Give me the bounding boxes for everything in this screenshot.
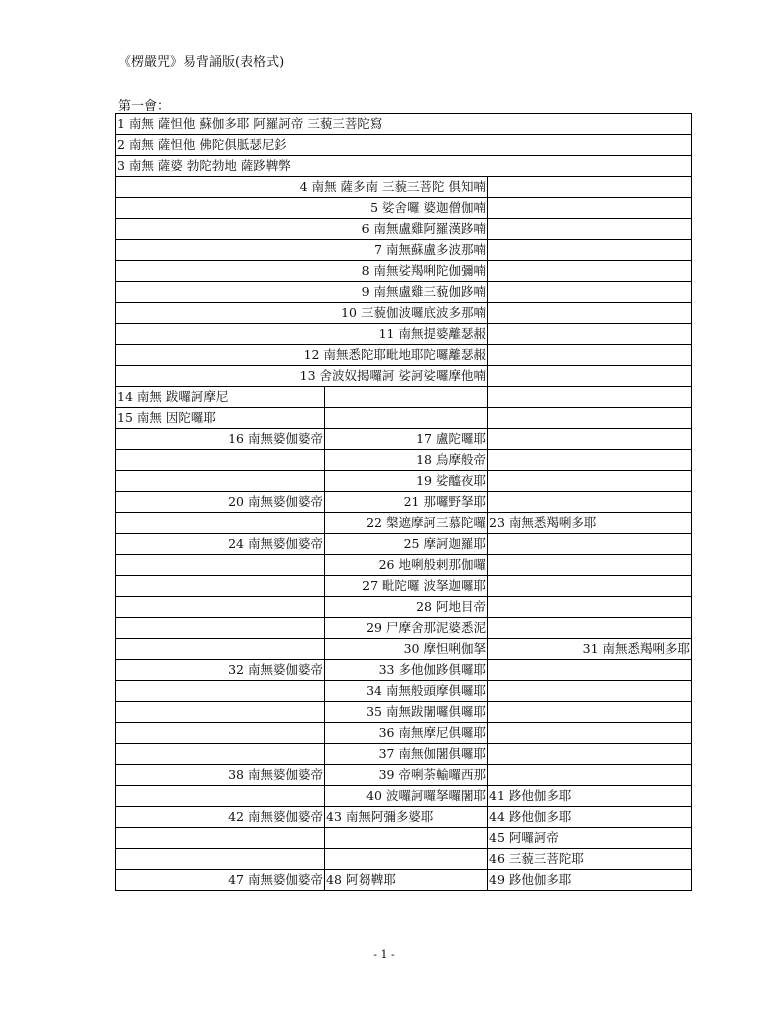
table-row xyxy=(116,471,692,492)
table-cell-col2: 48 阿芻鞞耶 xyxy=(325,870,488,891)
table-cell-col3: 49 跢他伽多耶 xyxy=(488,870,692,891)
table-cell-col2: 27 毗陀囉 波拏迦囉耶 xyxy=(325,576,488,597)
table-cell-col1 xyxy=(116,450,325,471)
table-row xyxy=(116,408,692,429)
table-cell-merged: 10 三藐伽波囉底波多那喃 xyxy=(116,303,488,324)
section-title: 第一會： xyxy=(118,99,171,114)
table-row xyxy=(116,324,692,345)
table-row xyxy=(116,555,692,576)
table-cell-col3: 31 南無悉羯唎多耶 xyxy=(488,639,692,660)
table-cell-col3 xyxy=(488,660,692,681)
table-cell-col3 xyxy=(488,282,692,303)
table-cell-col2 xyxy=(325,387,488,408)
table-cell-col3 xyxy=(488,366,692,387)
table-row xyxy=(116,135,692,156)
table-row xyxy=(116,345,692,366)
table-cell-col3 xyxy=(488,450,692,471)
table-cell-col2: 39 帝唎荼輸囉西那 xyxy=(325,765,488,786)
table-cell-col1 xyxy=(116,681,325,702)
table-cell-col1 xyxy=(116,513,325,534)
table-row xyxy=(116,366,692,387)
table-cell-col1 xyxy=(116,828,325,849)
table-cell-col3 xyxy=(488,555,692,576)
table-cell-col3: 23 南無悉羯唎多耶 xyxy=(488,513,692,534)
table-cell-col3 xyxy=(488,576,692,597)
table-row xyxy=(116,723,692,744)
table-cell-col3 xyxy=(488,240,692,261)
table-row xyxy=(116,513,692,534)
table-row xyxy=(116,786,692,807)
table-cell-col3 xyxy=(488,345,692,366)
table-row xyxy=(116,660,692,681)
table-cell-col1: 20 南無婆伽婆帝 xyxy=(116,492,325,513)
table-cell-col1: 15 南無 因陀囉耶 xyxy=(116,408,325,429)
table-cell-col3 xyxy=(488,534,692,555)
table-cell-full: 1 南無 薩怛他 蘇伽多耶 阿羅訶帝 三藐三菩陀寫 xyxy=(116,114,692,135)
chant-table xyxy=(115,113,692,891)
table-cell-col1: 24 南無婆伽婆帝 xyxy=(116,534,325,555)
table-cell-merged: 9 南無盧雞三藐伽跢喃 xyxy=(116,282,488,303)
table-row xyxy=(116,597,692,618)
table-cell-col3 xyxy=(488,261,692,282)
table-cell-col1 xyxy=(116,618,325,639)
table-cell-col2: 19 娑醯夜耶 xyxy=(325,471,488,492)
table-row xyxy=(116,870,692,891)
table-cell-col2: 18 烏摩般帝 xyxy=(325,450,488,471)
table-cell-col2: 25 摩訶迦羅耶 xyxy=(325,534,488,555)
table-cell-col3 xyxy=(488,177,692,198)
table-cell-merged: 5 娑舍囉 婆迦僧伽喃 xyxy=(116,198,488,219)
table-row xyxy=(116,828,692,849)
table-row xyxy=(116,156,692,177)
table-cell-col1: 38 南無婆伽婆帝 xyxy=(116,765,325,786)
table-row xyxy=(116,261,692,282)
table-cell-col1: 32 南無婆伽婆帝 xyxy=(116,660,325,681)
table-cell-col1 xyxy=(116,744,325,765)
table-cell-merged: 7 南無蘇盧多波那喃 xyxy=(116,240,488,261)
table-cell-col2: 17 盧陀囉耶 xyxy=(325,429,488,450)
table-cell-col3 xyxy=(488,744,692,765)
table-row xyxy=(116,744,692,765)
table-cell-col3 xyxy=(488,219,692,240)
table-row xyxy=(116,618,692,639)
table-cell-col2 xyxy=(325,849,488,870)
table-cell-col3 xyxy=(488,492,692,513)
table-cell-col3 xyxy=(488,198,692,219)
table-cell-col3: 45 阿囉訶帝 xyxy=(488,828,692,849)
table-cell-col2: 33 多他伽跢俱囉耶 xyxy=(325,660,488,681)
table-cell-col1 xyxy=(116,702,325,723)
table-cell-col2 xyxy=(325,408,488,429)
table-cell-col1 xyxy=(116,576,325,597)
table-cell-col3 xyxy=(488,765,692,786)
table-cell-col2: 28 阿地目帝 xyxy=(325,597,488,618)
table-cell-merged: 13 舍波奴揭囉訶 娑訶娑囉摩他喃 xyxy=(116,366,488,387)
page-number: - 1 - xyxy=(373,948,395,961)
table-cell-col1 xyxy=(116,786,325,807)
table-row xyxy=(116,576,692,597)
table-cell-col2: 35 南無跋闍囉俱囉耶 xyxy=(325,702,488,723)
table-cell-col3: 44 跢他伽多耶 xyxy=(488,807,692,828)
table-row xyxy=(116,450,692,471)
table-row xyxy=(116,702,692,723)
table-cell-col3 xyxy=(488,471,692,492)
document-title: 《楞嚴咒》易背誦版(表格式) xyxy=(118,55,285,70)
table-row xyxy=(116,219,692,240)
table-row xyxy=(116,807,692,828)
table-row xyxy=(116,282,692,303)
table-cell-col3 xyxy=(488,408,692,429)
table-cell-full: 2 南無 薩怛他 佛陀俱胝瑟尼釤 xyxy=(116,135,692,156)
table-row xyxy=(116,240,692,261)
table-row xyxy=(116,849,692,870)
table-cell-col2 xyxy=(325,828,488,849)
table-cell-col1: 42 南無婆伽婆帝 xyxy=(116,807,325,828)
table-cell-merged: 6 南無盧雞阿羅漢跢喃 xyxy=(116,219,488,240)
table-cell-col1 xyxy=(116,597,325,618)
table-cell-full: 3 南無 薩婆 勃陀勃地 薩跢鞞弊 xyxy=(116,156,692,177)
table-row xyxy=(116,429,692,450)
table-cell-col2: 30 摩怛唎伽拏 xyxy=(325,639,488,660)
chant-table-body xyxy=(116,114,692,891)
table-cell-col3 xyxy=(488,324,692,345)
table-cell-col1: 16 南無婆伽婆帝 xyxy=(116,429,325,450)
table-cell-col3 xyxy=(488,681,692,702)
table-cell-col2: 36 南無摩尼俱囉耶 xyxy=(325,723,488,744)
table-row xyxy=(116,492,692,513)
table-cell-col3 xyxy=(488,303,692,324)
table-cell-merged: 11 南無提婆離瑟赧 xyxy=(116,324,488,345)
table-cell-col1 xyxy=(116,555,325,576)
table-row xyxy=(116,114,692,135)
table-cell-col1 xyxy=(116,723,325,744)
table-cell-col2: 37 南無伽闍俱囉耶 xyxy=(325,744,488,765)
table-cell-col2: 34 南無般頭摩俱囉耶 xyxy=(325,681,488,702)
table-cell-col1 xyxy=(116,639,325,660)
table-row xyxy=(116,387,692,408)
table-row xyxy=(116,303,692,324)
table-row xyxy=(116,198,692,219)
table-cell-merged: 12 南無悉陀耶毗地耶陀囉離瑟赧 xyxy=(116,345,488,366)
table-row xyxy=(116,765,692,786)
table-cell-col2: 29 尸摩舍那泥婆悉泥 xyxy=(325,618,488,639)
table-cell-col3 xyxy=(488,723,692,744)
table-cell-col1: 47 南無婆伽婆帝 xyxy=(116,870,325,891)
table-cell-col2: 22 槃遮摩訶三慕陀囉 xyxy=(325,513,488,534)
table-cell-col3: 41 跢他伽多耶 xyxy=(488,786,692,807)
table-cell-col2: 43 南無阿彌多婆耶 xyxy=(325,807,488,828)
table-row xyxy=(116,534,692,555)
table-cell-col3 xyxy=(488,702,692,723)
table-row xyxy=(116,177,692,198)
table-cell-col1 xyxy=(116,849,325,870)
table-cell-col3 xyxy=(488,429,692,450)
table-cell-merged: 4 南無 薩多南 三藐三菩陀 俱知喃 xyxy=(116,177,488,198)
table-cell-col3: 46 三藐三菩陀耶 xyxy=(488,849,692,870)
table-cell-col3 xyxy=(488,387,692,408)
table-cell-col2: 26 地唎般剌那伽囉 xyxy=(325,555,488,576)
table-row xyxy=(116,681,692,702)
table-cell-merged: 8 南無娑羯唎陀伽彌喃 xyxy=(116,261,488,282)
table-cell-col2: 21 那囉野拏耶 xyxy=(325,492,488,513)
table-row xyxy=(116,639,692,660)
table-cell-col2: 40 波囉訶囉拏囉闍耶 xyxy=(325,786,488,807)
table-cell-col1 xyxy=(116,471,325,492)
table-cell-col3 xyxy=(488,618,692,639)
table-cell-col1: 14 南無 跋囉訶摩尼 xyxy=(116,387,325,408)
table-cell-col3 xyxy=(488,597,692,618)
